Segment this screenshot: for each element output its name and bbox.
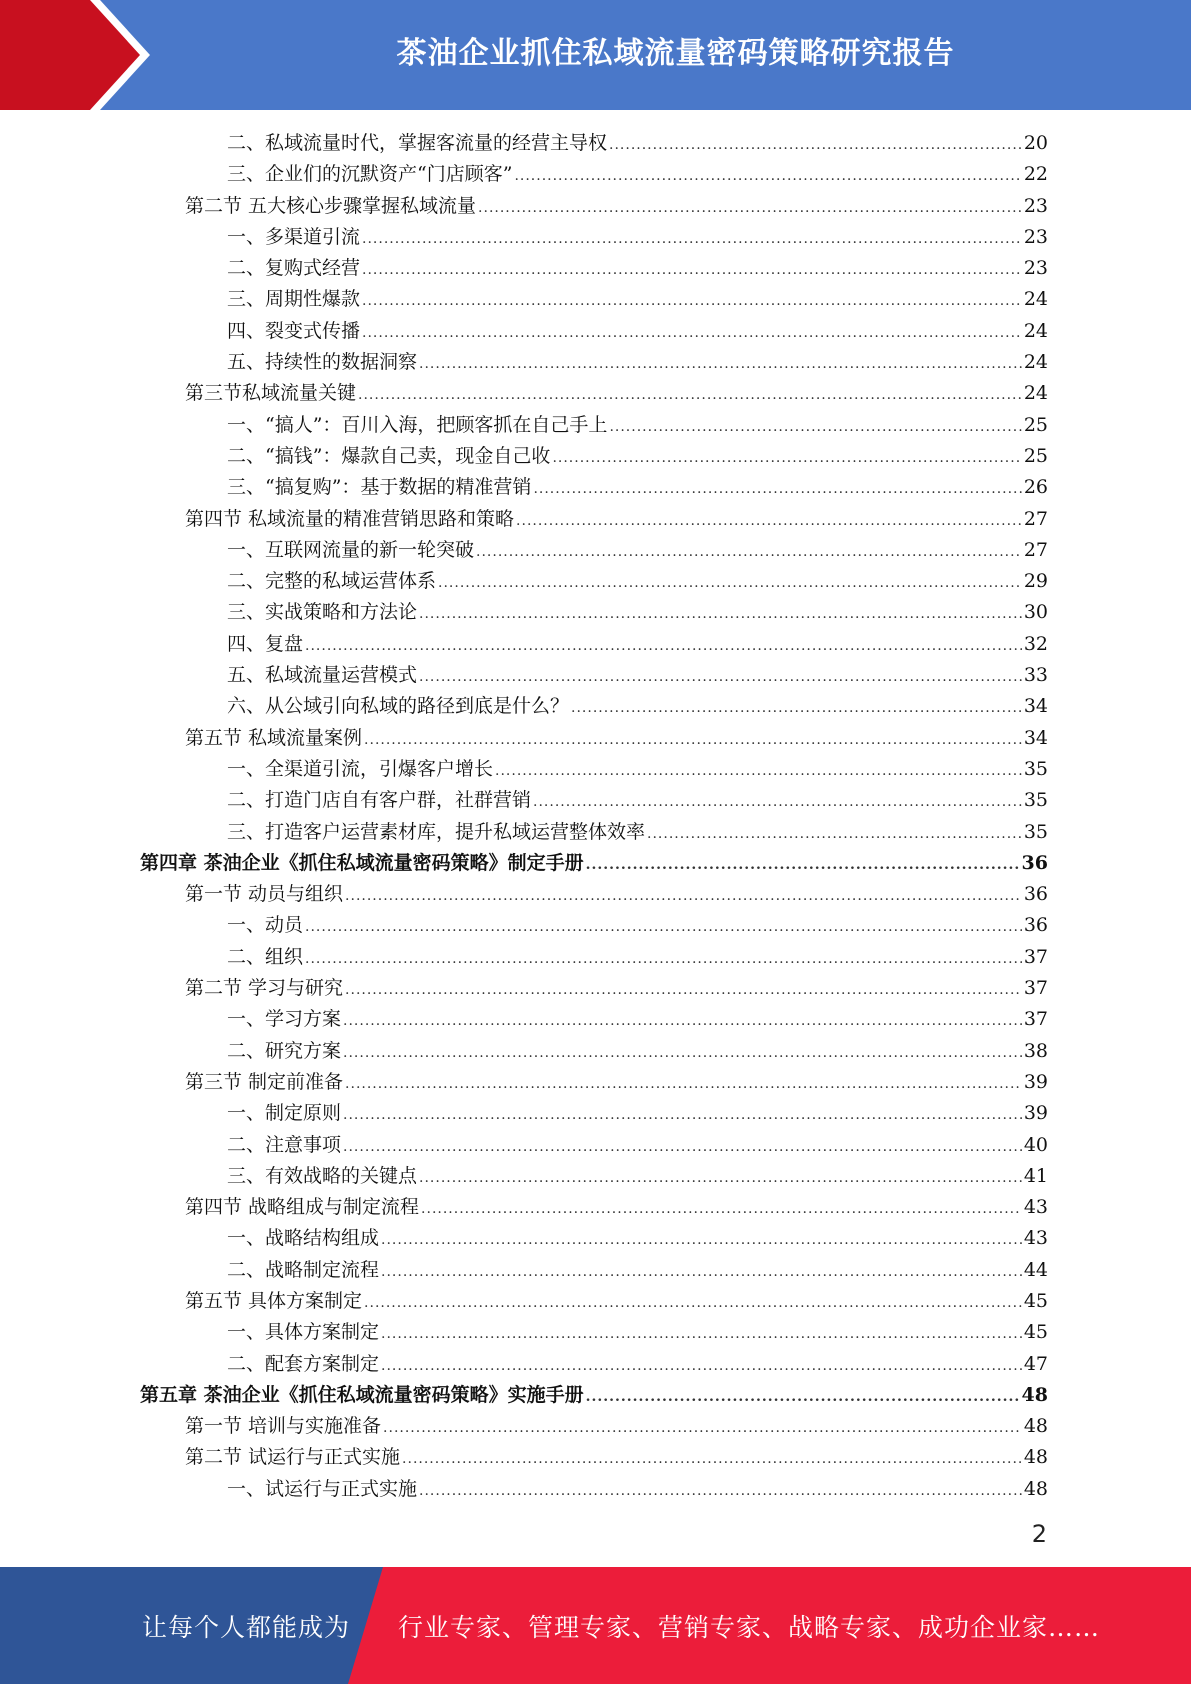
toc-entry-page: 27 [1023,507,1048,530]
report-title: 茶油企业抓住私域流量密码策略研究报告 [396,36,955,71]
toc-section[interactable] [140,1067,1048,1098]
toc-leader-dots [609,130,1022,161]
toc-entry-title: 第四节 私域流量的精准营销思路和策略 [185,507,515,530]
toc-subsection[interactable] [140,222,1048,253]
toc-entry-title: 三、企业们的沉默资产“门店顾客” [227,163,513,186]
toc-entry-title: 一、全渠道引流，引爆客户增长 [227,757,494,780]
toc-leader-dots [552,443,1021,474]
toc-entry-page: 35 [1023,757,1048,780]
toc-leader-dots [476,537,1022,568]
toc-entry-title: 二、注意事项 [227,1133,342,1156]
toc-section[interactable] [140,378,1048,409]
toc-subsection[interactable] [140,1255,1048,1286]
toc-leader-dots [362,286,1022,317]
toc-entry-page: 36 [1023,914,1048,937]
toc-entry-page: 45 [1023,1289,1048,1312]
toc-subsection[interactable] [140,1004,1048,1035]
toc-leader-dots [345,881,1022,912]
toc-leader-dots [305,631,1022,662]
toc-entry-page: 36 [1023,883,1048,906]
toc-leader-dots [609,412,1021,443]
toc-leader-dots [381,1257,1022,1288]
toc-leader-dots [362,318,1022,349]
toc-entry-page: 40 [1023,1133,1048,1156]
toc-entry-title: 一、制定原则 [227,1102,342,1125]
toc-leader-dots [402,1444,1022,1475]
toc-entry-page: 33 [1023,664,1048,687]
toc-leader-dots [419,1163,1022,1194]
toc-subsection[interactable] [140,942,1048,973]
toc-leader-dots [533,787,1022,818]
toc-subsection[interactable] [140,1161,1048,1192]
toc-section[interactable] [140,973,1048,1004]
toc-entry-title: 四、裂变式传播 [227,319,361,342]
toc-leader-dots [381,1351,1022,1382]
toc-entry-title: 一、“搞人”：百川入海，把顾客抓在自己手上 [227,413,608,436]
toc-entry-page: 24 [1023,319,1048,342]
toc-subsection[interactable] [140,785,1048,816]
footer-slogan-list: 行业专家、管理专家、营销专家、战略专家、成功企业家…… [398,1612,1101,1642]
toc-chapter[interactable] [140,848,1048,879]
toc-subsection[interactable] [140,410,1048,441]
toc-entry-page: 48 [1021,1383,1048,1406]
toc-subsection[interactable] [140,629,1048,660]
toc-entry-page: 25 [1023,413,1048,436]
toc-entry-page: 32 [1023,632,1048,655]
toc-subsection[interactable] [140,535,1048,566]
toc-leader-dots [421,1194,1022,1225]
toc-leader-dots [343,1132,1022,1163]
toc-entry-page: 37 [1023,945,1048,968]
toc-entry-title: 二、组织 [227,945,304,968]
toc-subsection[interactable] [140,253,1048,284]
toc-entry-title: 五、私域流量运营模式 [227,664,418,687]
toc-subsection[interactable] [140,441,1048,472]
toc-entry-title: 第三节 制定前准备 [185,1070,344,1093]
toc-entry-title: 一、多渠道引流 [227,225,361,248]
toc-section[interactable] [140,879,1048,910]
footer-slogan-lead: 让每个人都能成为 [142,1612,351,1642]
toc-entry-page: 27 [1023,538,1048,561]
toc-entry-title: 三、实战策略和方法论 [227,601,418,624]
toc-entry-title: 一、动员 [227,914,304,937]
toc-entry-page: 44 [1023,1258,1048,1281]
toc-entry-page: 23 [1023,257,1048,280]
toc-entry-title: 二、“搞钱”：爆款自己卖，现金自己收 [227,444,551,467]
toc-entry-title: 二、私域流量时代，掌握客流量的经营主导权 [227,132,608,154]
toc-subsection[interactable] [140,566,1048,597]
toc-subsection[interactable] [140,472,1048,503]
toc-entry-title: 三、有效战略的关键点 [227,1164,418,1187]
toc-leader-dots [478,193,1022,224]
toc-subsection[interactable] [140,1098,1048,1129]
toc-entry-title: 第三节私域流量关键 [185,382,357,405]
toc-leader-dots [305,944,1022,975]
toc-leader-dots [343,1038,1022,1069]
toc-subsection[interactable] [140,1349,1048,1380]
toc-entry-title: 二、配套方案制定 [227,1352,380,1375]
toc-subsection[interactable] [140,284,1048,315]
toc-entry-title: 第五章 茶油企业《抓住私域流量密码策略》实施手册 [140,1383,584,1406]
toc-entry-title: 第四章 茶油企业《抓住私域流量密码策略》制定手册 [140,851,584,874]
toc-section[interactable] [140,191,1048,222]
toc-subsection[interactable] [140,316,1048,347]
toc-entry-page: 37 [1023,1008,1048,1031]
page-footer [0,1567,1191,1684]
toc-entry-page: 24 [1023,382,1048,405]
toc-leader-dots [362,224,1022,255]
page-number: 2 [1031,1520,1047,1548]
toc-leader-dots [438,568,1022,599]
page-header [0,0,1191,110]
toc-subsection[interactable] [140,1474,1048,1505]
toc-entry-page: 35 [1023,789,1048,812]
toc-leader-dots [343,1006,1022,1037]
toc-leader-dots [381,1319,1022,1350]
toc-entry-page: 47 [1023,1352,1048,1375]
toc-subsection[interactable] [140,1223,1048,1254]
toc-leader-dots [345,975,1022,1006]
toc-subsection[interactable] [140,1130,1048,1161]
toc-subsection[interactable] [140,597,1048,628]
toc-chapter[interactable] [140,1380,1048,1411]
toc-entry-title: 第一节 动员与组织 [185,883,344,906]
toc-entry-page: 30 [1023,601,1048,624]
toc-subsection[interactable] [140,660,1048,691]
toc-entry-title: 一、试运行与正式实施 [227,1477,418,1500]
toc-entry-title: 第五节 具体方案制定 [185,1289,363,1312]
toc-leader-dots [305,912,1022,943]
toc-entry-page: 20 [1023,132,1048,154]
toc-entry-title: 第二节 试运行与正式实施 [185,1446,401,1469]
toc-subsection[interactable] [140,754,1048,785]
toc-section[interactable] [140,1442,1048,1473]
toc-entry-page: 43 [1023,1196,1048,1219]
toc-entry-page: 22 [1023,163,1048,186]
toc-entry-page: 37 [1023,977,1048,1000]
toc-entry-page: 24 [1023,351,1048,374]
toc-subsection[interactable] [140,1317,1048,1348]
toc-entry-title: 三、“搞复购”：基于数据的精准营销 [227,476,532,499]
toc-leader-dots [345,1069,1022,1100]
toc-entry-title: 三、打造客户运营素材库，提升私域运营整体效率 [227,820,646,843]
toc-entry-title: 五、持续性的数据洞察 [227,351,418,374]
toc-leader-dots [364,725,1022,756]
toc-entry-title: 一、战略结构组成 [227,1227,380,1250]
toc-entry-title: 第二节 学习与研究 [185,977,344,1000]
toc-leader-dots [586,1382,1020,1413]
toc-leader-dots [419,349,1022,380]
toc-leader-dots [362,255,1022,286]
toc-leader-dots [495,756,1022,787]
toc-entry-title: 二、战略制定流程 [227,1258,380,1281]
toc-entry-page: 48 [1023,1477,1048,1500]
toc-leader-dots [514,161,1021,192]
toc-section[interactable] [140,1286,1048,1317]
toc-subsection[interactable] [140,128,1048,159]
toc-entry-page: 45 [1023,1321,1048,1344]
toc-entry-title: 第四节 战略组成与制定流程 [185,1196,420,1219]
toc-leader-dots [419,662,1022,693]
header-chevron [0,0,140,110]
toc-entry-page: 48 [1023,1415,1048,1438]
toc-entry-page: 39 [1023,1102,1048,1125]
toc-entry-title: 六、从公域引向私域的路径到底是什么？ [227,695,570,718]
toc-leader-dots [533,474,1021,505]
toc-subsection[interactable] [140,1036,1048,1067]
toc-leader-dots [419,599,1022,630]
toc-entry-title: 第二节 五大核心步骤掌握私域流量 [185,194,477,217]
toc-leader-dots [343,1100,1022,1131]
toc-entry-title: 第五节 私域流量案例 [185,726,363,749]
toc-section[interactable] [140,504,1048,535]
toc-entry-page: 29 [1023,570,1048,593]
toc-entry-page: 48 [1023,1446,1048,1469]
toc-subsection[interactable] [140,691,1048,722]
toc-subsection[interactable] [140,910,1048,941]
toc-leader-dots [358,380,1022,411]
toc-entry-page: 43 [1023,1227,1048,1250]
toc-entry-page: 36 [1021,851,1048,874]
toc-subsection[interactable] [140,159,1048,190]
toc-leader-dots [586,850,1020,881]
toc-subsection[interactable] [140,347,1048,378]
toc-entry-page: 25 [1023,444,1048,467]
toc-leader-dots [571,693,1022,724]
toc-leader-dots [383,1413,1022,1444]
toc-leader-dots [419,1476,1022,1507]
toc-leader-dots [381,1225,1022,1256]
toc-entry-page: 41 [1023,1164,1048,1187]
toc-entry-page: 23 [1023,194,1048,217]
toc-entry-title: 第一节 培训与实施准备 [185,1415,382,1438]
toc-section[interactable] [140,1192,1048,1223]
toc-entry-title: 二、打造门店自有客户群，社群营销 [227,789,532,812]
toc-subsection[interactable] [140,817,1048,848]
toc-leader-dots [516,506,1022,537]
toc-entry-page: 35 [1023,820,1048,843]
toc-section[interactable] [140,723,1048,754]
toc-leader-dots [647,819,1022,850]
toc-entry-page: 34 [1023,726,1048,749]
toc-entry-title: 二、复购式经营 [227,257,361,280]
toc-entry-title: 二、完整的私域运营体系 [227,570,437,593]
toc-entry-title: 一、学习方案 [227,1008,342,1031]
toc-entry-title: 一、互联网流量的新一轮突破 [227,538,475,561]
table-of-contents [140,128,1048,1505]
toc-entry-page: 26 [1023,476,1048,499]
toc-entry-page: 39 [1023,1070,1048,1093]
toc-entry-title: 三、周期性爆款 [227,288,361,311]
toc-entry-title: 四、复盘 [227,632,304,655]
toc-entry-page: 34 [1023,695,1048,718]
toc-entry-page: 23 [1023,225,1048,248]
toc-section[interactable] [140,1411,1048,1442]
toc-entry-title: 二、研究方案 [227,1039,342,1062]
toc-leader-dots [364,1288,1022,1319]
toc-entry-page: 38 [1023,1039,1048,1062]
toc-entry-title: 一、具体方案制定 [227,1321,380,1344]
toc-entry-page: 24 [1023,288,1048,311]
